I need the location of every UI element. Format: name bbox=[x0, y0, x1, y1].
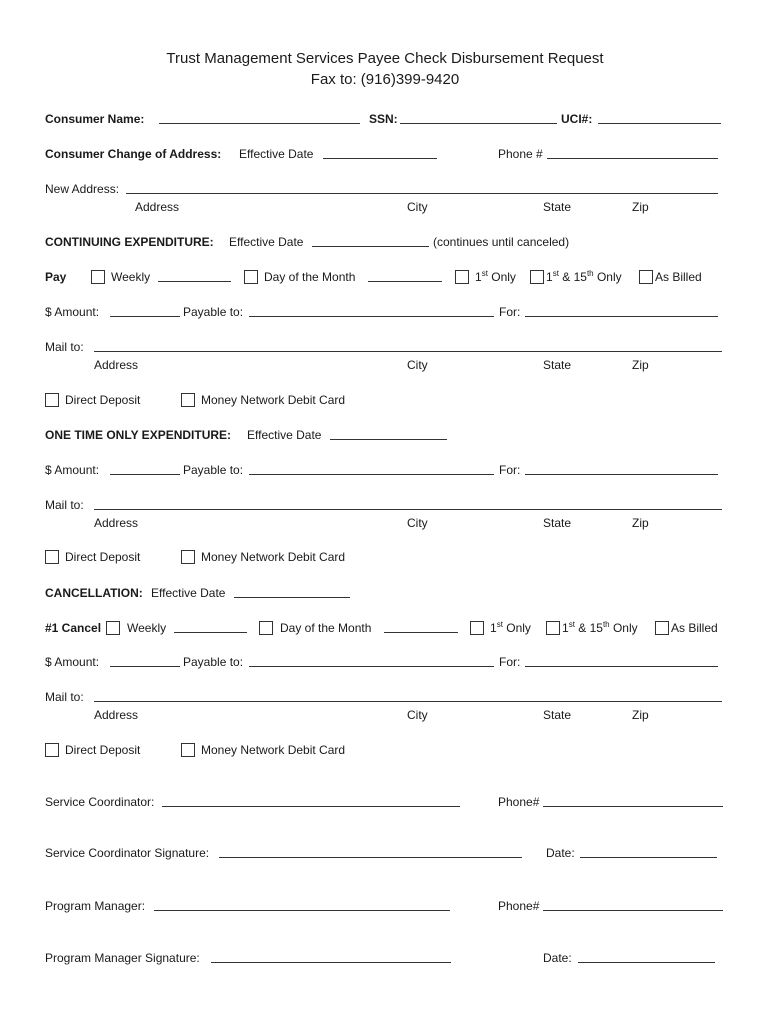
state-sublabel: State bbox=[543, 516, 572, 530]
direct-deposit-label: Direct Deposit bbox=[65, 743, 141, 757]
amount-label: $ Amount: bbox=[45, 305, 100, 319]
city-sublabel: City bbox=[407, 200, 428, 214]
amount-label: $ Amount: bbox=[45, 655, 100, 669]
for-field[interactable] bbox=[525, 305, 718, 317]
address-sublabel: Address bbox=[94, 708, 139, 722]
mail-to-label: Mail to: bbox=[45, 690, 84, 704]
service-coordinator-label: Service Coordinator: bbox=[45, 795, 155, 809]
sc-phone-field[interactable] bbox=[543, 795, 723, 807]
change-phone-field[interactable] bbox=[547, 147, 718, 159]
change-effective-label: Effective Date bbox=[239, 147, 314, 161]
mail-to-label: Mail to: bbox=[45, 498, 84, 512]
cancel-label: #1 Cancel bbox=[45, 621, 102, 635]
program-manager-label: Program Manager: bbox=[45, 899, 146, 913]
cancellation-heading: CANCELLATION: bbox=[45, 586, 143, 600]
payable-field[interactable] bbox=[249, 463, 494, 475]
mail-to-field[interactable] bbox=[94, 690, 722, 702]
for-label: For: bbox=[499, 655, 521, 669]
zip-sublabel: Zip bbox=[632, 200, 649, 214]
ssn-label: SSN: bbox=[369, 112, 398, 126]
consumer-name-field[interactable] bbox=[159, 112, 360, 124]
debit-card-checkbox[interactable] bbox=[181, 550, 195, 564]
form-title: Trust Management Services Payee Check Disbursement Request bbox=[166, 50, 604, 67]
program-manager-field[interactable] bbox=[154, 899, 450, 911]
day-of-month-checkbox[interactable] bbox=[244, 270, 258, 284]
payable-field[interactable] bbox=[249, 655, 494, 667]
weekly-checkbox[interactable] bbox=[106, 621, 120, 635]
change-address-label: Consumer Change of Address: bbox=[45, 147, 222, 161]
state-sublabel: State bbox=[543, 708, 572, 722]
mail-to-field[interactable] bbox=[94, 498, 722, 510]
continuing-note: (continues until canceled) bbox=[433, 235, 570, 249]
one-time-heading: ONE TIME ONLY EXPENDITURE: bbox=[45, 428, 232, 442]
debit-card-label: Money Network Debit Card bbox=[201, 743, 346, 757]
ssn-field[interactable] bbox=[400, 112, 557, 124]
as-billed-label: As Billed bbox=[671, 621, 718, 635]
amount-field[interactable] bbox=[110, 305, 180, 317]
state-sublabel: State bbox=[543, 200, 572, 214]
weekly-field[interactable] bbox=[174, 621, 247, 633]
consumer-name-label: Consumer Name: bbox=[45, 112, 145, 126]
as-billed-checkbox[interactable] bbox=[655, 621, 669, 635]
continuing-effective-label: Effective Date bbox=[229, 235, 304, 249]
direct-deposit-checkbox[interactable] bbox=[45, 550, 59, 564]
pm-phone-label: Phone# bbox=[498, 899, 540, 913]
address-sublabel: Address bbox=[94, 358, 139, 372]
payable-label: Payable to: bbox=[183, 655, 244, 669]
cancellation-effective-date-field[interactable] bbox=[234, 586, 350, 598]
city-sublabel: City bbox=[407, 708, 428, 722]
day-of-month-label: Day of the Month bbox=[280, 621, 372, 635]
first-only-checkbox[interactable] bbox=[470, 621, 484, 635]
address-sublabel: Address bbox=[94, 516, 139, 530]
pay-label: Pay bbox=[45, 270, 67, 284]
state-sublabel: State bbox=[543, 358, 572, 372]
sc-date-field[interactable] bbox=[580, 846, 717, 858]
service-coordinator-field[interactable] bbox=[162, 795, 460, 807]
amount-field[interactable] bbox=[110, 463, 180, 475]
fax-number: Fax to: (916)399-9420 bbox=[310, 71, 460, 88]
debit-card-label: Money Network Debit Card bbox=[201, 393, 346, 407]
first-fifteenth-label: 1st & 15th Only bbox=[562, 620, 638, 635]
cancellation-effective-label: Effective Date bbox=[151, 586, 226, 600]
sc-date-label: Date: bbox=[546, 846, 575, 860]
zip-sublabel: Zip bbox=[632, 358, 649, 372]
direct-deposit-checkbox[interactable] bbox=[45, 393, 59, 407]
day-of-month-field[interactable] bbox=[368, 270, 442, 282]
zip-sublabel: Zip bbox=[632, 708, 649, 722]
weekly-label: Weekly bbox=[111, 270, 151, 284]
first-fifteenth-checkbox[interactable] bbox=[546, 621, 560, 635]
direct-deposit-checkbox[interactable] bbox=[45, 743, 59, 757]
first-only-label: 1st Only bbox=[490, 620, 531, 635]
for-field[interactable] bbox=[525, 655, 718, 667]
day-of-month-field[interactable] bbox=[384, 621, 458, 633]
weekly-label: Weekly bbox=[127, 621, 167, 635]
sc-phone-label: Phone# bbox=[498, 795, 540, 809]
new-address-field[interactable] bbox=[126, 182, 718, 194]
pm-signature-field[interactable] bbox=[211, 951, 451, 963]
sc-signature-field[interactable] bbox=[219, 846, 522, 858]
weekly-field[interactable] bbox=[158, 270, 231, 282]
continuing-effective-date-field[interactable] bbox=[312, 235, 429, 247]
direct-deposit-label: Direct Deposit bbox=[65, 550, 141, 564]
address-sublabel: Address bbox=[135, 200, 180, 214]
direct-deposit-label: Direct Deposit bbox=[65, 393, 141, 407]
as-billed-label: As Billed bbox=[655, 270, 702, 284]
amount-field[interactable] bbox=[110, 655, 180, 667]
first-fifteenth-label: 1st & 15th Only bbox=[546, 269, 622, 284]
weekly-checkbox[interactable] bbox=[91, 270, 105, 284]
payable-field[interactable] bbox=[249, 305, 494, 317]
for-label: For: bbox=[499, 463, 521, 477]
debit-card-checkbox[interactable] bbox=[181, 393, 195, 407]
pm-phone-field[interactable] bbox=[543, 899, 723, 911]
payable-label: Payable to: bbox=[183, 463, 244, 477]
pm-date-field[interactable] bbox=[578, 951, 715, 963]
sc-signature-label: Service Coordinator Signature: bbox=[45, 846, 210, 860]
mail-to-field[interactable] bbox=[94, 340, 722, 352]
change-effective-date-field[interactable] bbox=[323, 147, 437, 159]
city-sublabel: City bbox=[407, 516, 428, 530]
one-time-effective-label: Effective Date bbox=[247, 428, 322, 442]
for-field[interactable] bbox=[525, 463, 718, 475]
first-only-checkbox[interactable] bbox=[455, 270, 469, 284]
continuing-heading: CONTINUING EXPENDITURE: bbox=[45, 235, 214, 249]
as-billed-checkbox[interactable] bbox=[639, 270, 653, 284]
amount-label: $ Amount: bbox=[45, 463, 100, 477]
one-time-effective-date-field[interactable] bbox=[330, 428, 447, 440]
day-of-month-label: Day of the Month bbox=[264, 270, 356, 284]
new-address-label: New Address: bbox=[45, 182, 120, 196]
change-phone-label: Phone # bbox=[498, 147, 543, 161]
first-fifteenth-checkbox[interactable] bbox=[530, 270, 544, 284]
uci-field[interactable] bbox=[598, 112, 721, 124]
city-sublabel: City bbox=[407, 358, 428, 372]
first-only-label: 1st Only bbox=[475, 269, 516, 284]
zip-sublabel: Zip bbox=[632, 516, 649, 530]
mail-to-label: Mail to: bbox=[45, 340, 84, 354]
debit-card-checkbox[interactable] bbox=[181, 743, 195, 757]
debit-card-label: Money Network Debit Card bbox=[201, 550, 346, 564]
payable-label: Payable to: bbox=[183, 305, 244, 319]
pm-date-label: Date: bbox=[543, 951, 572, 965]
for-label: For: bbox=[499, 305, 521, 319]
uci-label: UCI#: bbox=[561, 112, 593, 126]
day-of-month-checkbox[interactable] bbox=[259, 621, 273, 635]
pm-signature-label: Program Manager Signature: bbox=[45, 951, 200, 965]
